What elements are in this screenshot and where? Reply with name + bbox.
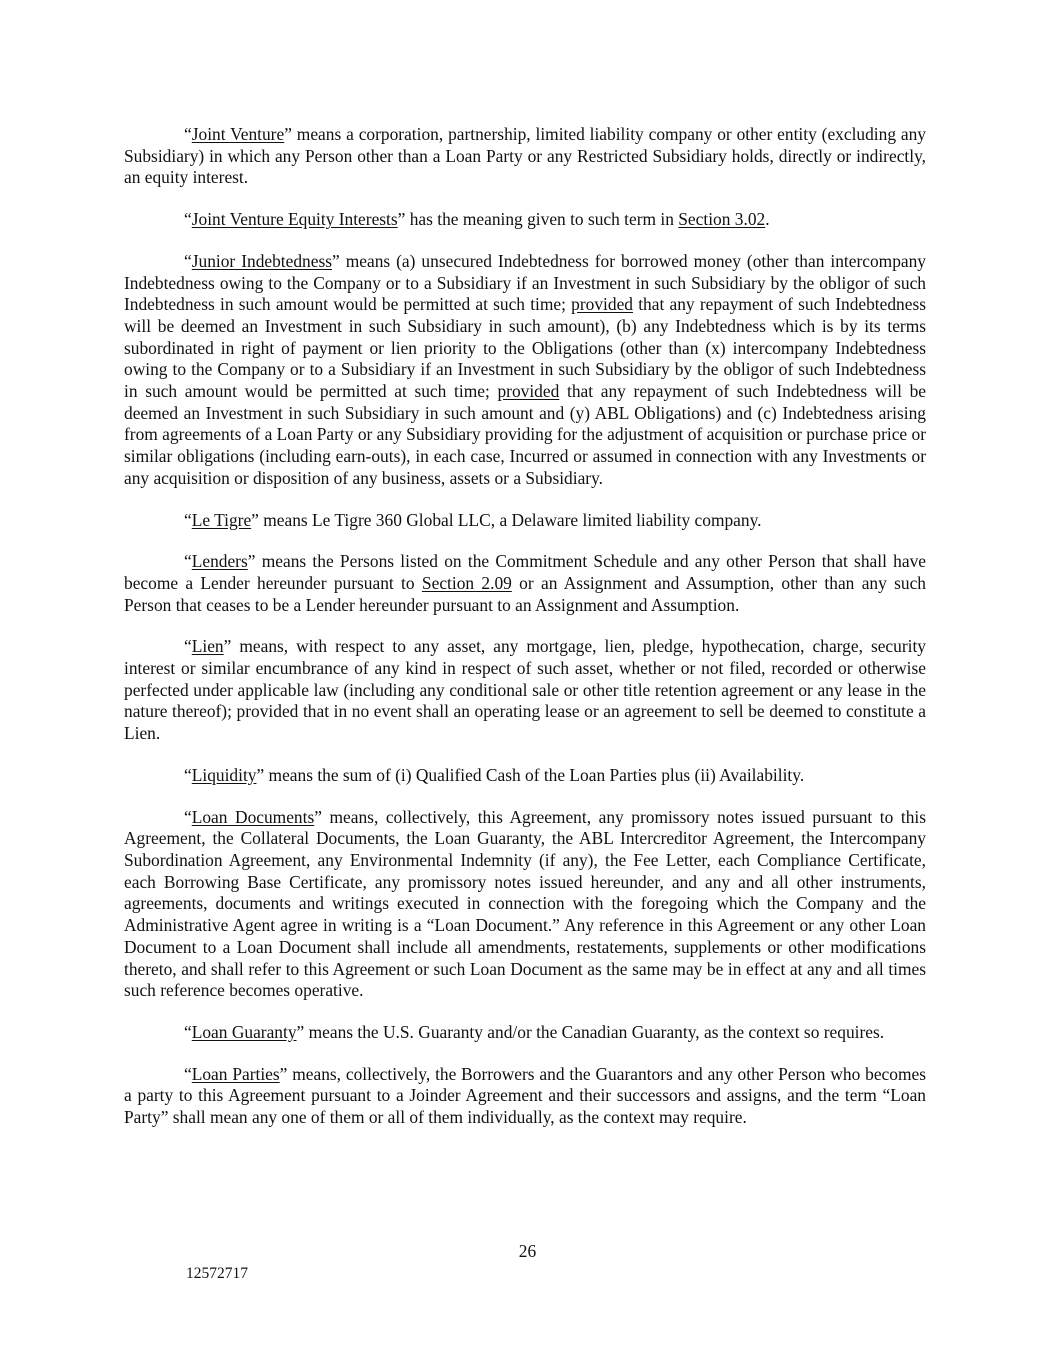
defined-term: Le Tigre (191, 509, 252, 530)
section-reference: Section 3.02 (678, 209, 766, 230)
definition-loan-guaranty: “Loan Guaranty” means the U.S. Guaranty and/or the Canadian Guaranty, as the context so requires. (184, 1021, 885, 1042)
defined-term: Lien (191, 636, 224, 657)
definition-text: that any repayment of such Indebtedness will be deemed an Investment in such Subsidiary in such amount and (y) ABL Obligations) and (c) Indebtedness arising from agreements of a Loan Party or any Subsidiary providing for the adjustment of acquisition or purchase price or similar obligations (including earn-outs), in each case, Incurred or assumed in connection with any Investments or any acquisition or disposition of any business, assets or a Subsidiary. (124, 381, 927, 488)
definition-text: means, collectively, this Agreement, any promissory notes issued pursuant to this Agreement, the Collateral Documents, the Loan Guaranty, the ABL Intercreditor Agreement, the Intercompany Subordination Agreement, any Environmental Indemnity (if any), the Fee Letter, each Compliance Certificate, each Borrowing Base Certificate, any promissory notes issued hereunder, and any and all other instruments, agreements, documents and writings executed in connection with the foregoing which the Company and the Administrative Agent agree in writing is a “Loan Document.” Any reference in this Agreement or any other Loan Document to a Loan Document shall include all amendments, restatements, supplements or other modifications thereto, and shall refer to this Agreement or such Loan Document as the same may be in effect at any and all times such reference becomes operative. (124, 806, 926, 1001)
defined-term: Liquidity (191, 764, 257, 785)
defined-term: Joint Venture Equity Interests (191, 209, 398, 230)
document-id: 12572717 (186, 1265, 248, 1282)
definition-text: . (765, 209, 770, 230)
definition-text: means the U.S. Guaranty and/or the Canadian Guaranty, as the context so requires. (304, 1021, 885, 1042)
definition-text: means (a) unsecured Indebtedness for borrowed money (other than intercompany Indebtedness owing to the Company or to a Subsidiary if an Investment in such Subsidiary by the obligor of such Indebtedness in such amount would be permitted at such time; (124, 250, 926, 315)
definition-text: that any repayment of such Indebtedness will be deemed an Investment in such Subsidiary in such amount), (b) any Indebtedness which is by its terms subordinated in right of payment or lien priority to the Obligations (other than (x) intercompany Indebtedness owing to the Company or to a Subsidiary if an Investment in such Subsidiary by the obligor of such Indebtedness in such amount would be permitted at such time; (124, 294, 926, 402)
definition-text: or an Assignment and Assumption, other than any such Person that ceases to be a Lender hereunder pursuant to an Assignment and Assumption. (124, 572, 926, 615)
definition-lien: “Lien” means, with respect to any asset, any mortgage, lien, pledge, hypothecation, charge, security interest or similar encumbrance of any kind in respect of such asset, whether or not filed, recorded or otherwise perfected under applicable law (including any conditional sale or other title retention agreement or any lease in the nature thereof); provided that in no event shall an operating lease or an agreement to sell be deemed to constitute a Lien. (124, 636, 926, 744)
definition-text: means, with respect to any asset, any mortgage, lien, pledge, hypothecation, charge, security interest or similar encumbrance of any kind in respect of such asset, whether or not filed, recorded or otherwise perfected under applicable law (including any conditional sale or other title retention agreement or any lease in the nature thereof); provided that in no event shall an operating lease or an agreement to sell be deemed to constitute a Lien. (124, 636, 926, 744)
definition-text: means the sum of (i) Qualified Cash of the Loan Parties plus (ii) Availability. (264, 764, 805, 785)
definition-text: means the Persons listed on the Commitment Schedule and any other Person that shall have become a Lender hereunder pursuant to (124, 551, 926, 593)
defined-term: Joint Venture (191, 124, 285, 144)
provided-term: provided (571, 294, 633, 315)
defined-term: Loan Parties (191, 1063, 280, 1084)
definition-joint-venture: “Joint Venture” means a corporation, partnership, limited liability company or other entity (excluding any Subsidiary) in which any Person other than a Loan Party or any Restricted Subsidiary holds, directly or indirectly, an equity interest. (124, 124, 927, 188)
definition-text: means, collectively, the Borrowers and the Guarantors and any other Person who becomes a party to this Agreement pursuant to a Joinder Agreement and their successors and assigns, and the term “Loan Party” shall mean any one of them or all of them individually, as the context may require. (124, 1063, 926, 1128)
section-reference: Section 2.09 (421, 572, 512, 593)
provided-term: provided (497, 381, 560, 402)
defined-term: Loan Documents (191, 806, 315, 827)
definition-text: means a corporation, partnership, limited liability company or other entity (excluding any Subsidiary) in which any Person other than a Loan Party or any Restricted Subsidiary holds, directly or indirectly, an equity interest. (124, 124, 927, 188)
definition-le-tigre: “Le Tigre” means Le Tigre 360 Global LLC, a Delaware limited liability company. (184, 509, 762, 530)
defined-term: Lenders (191, 551, 248, 572)
document-body (124, 124, 926, 1149)
page-number: 26 (518, 1241, 537, 1261)
defined-term: Junior Indebtedness (191, 250, 332, 271)
definition-text: has the meaning given to such term in (405, 209, 679, 230)
definition-text: means Le Tigre 360 Global LLC, a Delaware limited liability company. (258, 509, 762, 530)
definition-lenders: “Lenders” means the Persons listed on the Commitment Schedule and any other Person that shall have become a Lender hereunder pursuant to Section 2.09 or an Assignment and Assumption, other than any such Person that ceases to be a Lender hereunder pursuant to an Assignment and Assumption. (124, 551, 926, 615)
definition-liquidity: “Liquidity” means the sum of (i) Qualified Cash of the Loan Parties plus (ii) Availability. (184, 764, 805, 785)
definition-joint-venture-equity-interests: “Joint Venture Equity Interests” has the meaning given to such term in Section 3.02. (184, 209, 770, 230)
definition-junior-indebtedness: “Junior Indebtedness” means (a) unsecured Indebtedness for borrowed money (other than intercompany Indebtedness owing to the Company or to a Subsidiary if an Investment in such Subsidiary by the obligor of such Indebtedness in such amount would be permitted at such time; provided that any repayment of such Indebtedness will be deemed an Investment in such Subsidiary in such amount), (b) any Indebtedness which is by its terms subordinated in right of payment or lien priority to the Obligations (other than (x) intercompany Indebtedness owing to the Company or to a Subsidiary if an Investment in such Subsidiary by the obligor of such Indebtedness in such amount would be permitted at such time; provided that any repayment of such Indebtedness will be deemed an Investment in such Subsidiary in such amount and (y) ABL Obligations) and (c) Indebtedness arising from agreements of a Loan Party or any Subsidiary providing for the adjustment of acquisition or purchase price or similar obligations (including earn-outs), in each case, Incurred or assumed in connection with any Investments or any acquisition or disposition of any business, assets or a Subsidiary. (124, 250, 927, 488)
definition-loan-parties: “Loan Parties” means, collectively, the Borrowers and the Guarantors and any other Person who becomes a party to this Agreement pursuant to a Joinder Agreement and their successors and assigns, and the term “Loan Party” shall mean any one of them or all of them individually, as the context may require. (124, 1063, 926, 1128)
defined-term: Loan Guaranty (191, 1021, 297, 1042)
definition-loan-documents: “Loan Documents” means, collectively, this Agreement, any promissory notes issued pursuant to this Agreement, the Collateral Documents, the Loan Guaranty, the ABL Intercreditor Agreement, the Intercompany Subordination Agreement, any Environmental Indemnity (if any), the Fee Letter, each Compliance Certificate, each Borrowing Base Certificate, any promissory notes issued hereunder, and any and all other instruments, agreements, documents and writings executed in connection with the foregoing which the Company and the Administrative Agent agree in writing is a “Loan Document.” Any reference in this Agreement or any other Loan Document to a Loan Document shall include all amendments, restatements, supplements or other modifications thereto, and shall refer to this Agreement or such Loan Document as the same may be in effect at any and all times such reference becomes operative. (124, 806, 926, 1001)
